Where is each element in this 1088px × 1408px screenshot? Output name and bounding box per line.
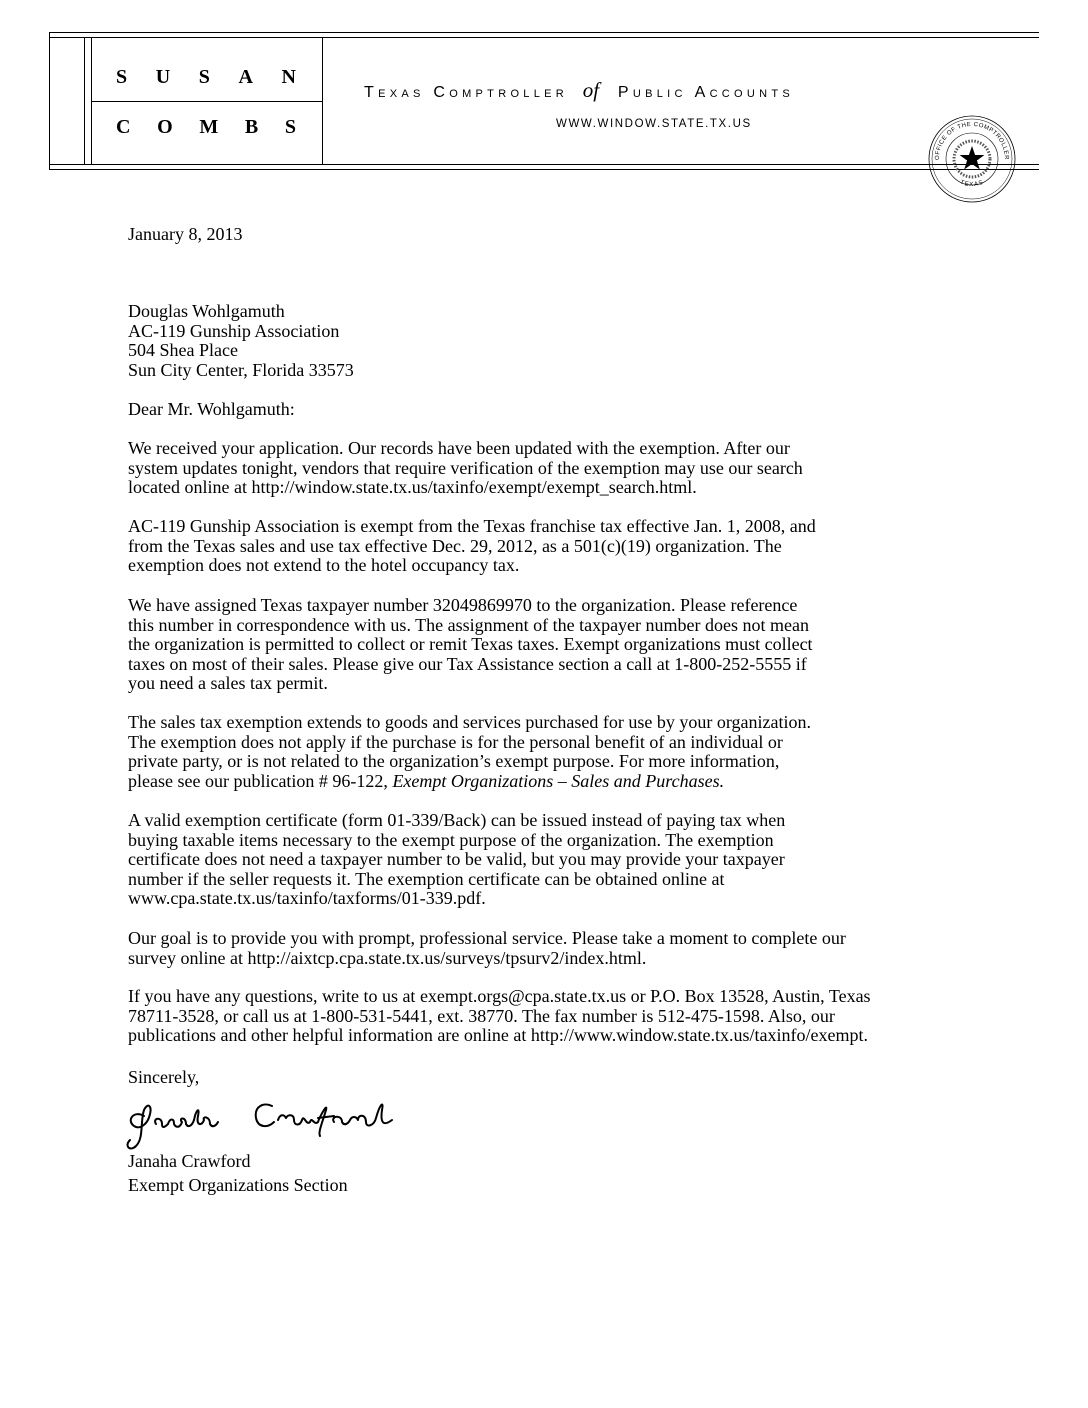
signer-title: Exempt Organizations Section — [128, 1175, 348, 1195]
paragraph-line: number if the seller requests it. The exemption certificate can be obtained online at — [128, 868, 725, 889]
signer-name: Janaha Crawford — [128, 1151, 251, 1171]
paragraph-line: located online at http://window.state.tx.us/taxinfo/exempt/exempt_search.html. — [128, 477, 697, 498]
name-box-divider — [91, 101, 323, 102]
paragraph-line-last — [128, 772, 958, 792]
name-letter: O — [157, 116, 173, 138]
name-last-row — [116, 116, 296, 138]
paragraph-line: private party, or is not related to the organization’s exempt purpose. For more information, — [128, 751, 780, 772]
frame-top-inner-line — [49, 37, 1039, 38]
name-letter: N — [281, 66, 296, 88]
agency-name-part-2: Public Accounts — [617, 84, 795, 101]
recipient-line: 504 Shea Place — [128, 340, 238, 361]
paragraph-line: 78711-3528, or call us at 1-800-531-5441, ext. 38770. The fax number is 512-475-1598. Also, our — [128, 1005, 835, 1026]
paragraph-line: taxes on most of their sales. Please give our Tax Assistance section a call at 1-800-252-5555 if — [128, 653, 807, 674]
paragraph-4 — [128, 713, 958, 791]
paragraph-line: publications and other helpful information are online at http://www.window.state.tx.us/taxinfo/exempt. — [128, 1025, 869, 1046]
frame-left-inner-line-1 — [84, 37, 85, 165]
paragraph-line: We received your application. Our records have been updated with the exemption. After our — [128, 438, 790, 458]
name-first-row — [116, 66, 296, 88]
frame-top-line — [49, 32, 1039, 33]
paragraph-1 — [128, 439, 958, 498]
recipient-line: Sun City Center, Florida 33573 — [128, 359, 354, 380]
paragraph-line: A valid exemption certificate (form 01-339/Back) can be issued instead of paying tax when — [128, 810, 786, 830]
seal-text-bottom: TEXAS — [959, 179, 985, 189]
name-letter: S — [116, 66, 128, 88]
paragraph-line: this number in correspondence with us. The assignment of the taxpayer number does not mean — [128, 614, 809, 635]
name-letter: A — [238, 66, 253, 88]
paragraph-line: The exemption does not apply if the purchase is for the personal benefit of an individual or — [128, 731, 783, 752]
paragraph-line: the organization is permitted to collect or remit Texas taxes. Exempt organizations must collect — [128, 634, 813, 655]
recipient-line: AC-119 Gunship Association — [128, 320, 340, 341]
paragraph-line: system updates tonight, vendors that require verification of the exemption may use our search — [128, 457, 803, 478]
paragraph-line: certificate does not need a taxpayer number to be valid, but you may provide your taxpayer — [128, 849, 785, 870]
frame-left-line — [49, 32, 50, 170]
publication-title: Exempt Organizations – Sales and Purchases. — [392, 770, 725, 791]
paragraph-2 — [128, 517, 958, 576]
name-letter: C — [116, 116, 131, 138]
paragraph-line: you need a sales tax permit. — [128, 673, 328, 694]
paragraph-line: survey online at http://aixtcp.cpa.state.tx.us/surveys/tpsurv2/index.html. — [128, 947, 647, 968]
paragraph-line: from the Texas sales and use tax effective Dec. 29, 2012, as a 501(c)(19) organization. The — [128, 535, 782, 556]
name-letter: S — [198, 66, 210, 88]
comptroller-seal — [927, 114, 1017, 204]
handwritten-signature — [122, 1080, 452, 1162]
paragraph-line: We have assigned Texas taxpayer number 32049869970 to the organization. Please reference — [128, 595, 798, 615]
agency-name — [364, 80, 964, 103]
paragraph-7 — [128, 987, 958, 1046]
frame-bottom-line — [49, 164, 1039, 165]
recipient-address — [128, 302, 958, 380]
paragraph-line: buying taxable items necessary to the exempt purpose of the organization. The exemption — [128, 829, 774, 850]
paragraph-line: If you have any questions, write to us at exempt.orgs@cpa.state.tx.us or P.O. Box 13528, Austin, Texas — [128, 986, 871, 1006]
paragraph-3 — [128, 596, 958, 694]
salutation: Dear Mr. Wohlgamuth: — [128, 399, 295, 419]
seal-text-top: OFFICE OF THE COMPTROLLER — [934, 121, 1010, 161]
agency-name-of: of — [582, 78, 600, 102]
paragraph-line: The sales tax exemption extends to goods and services purchased for use by your organization. — [128, 712, 811, 732]
letter-date: January 8, 2013 — [128, 224, 243, 244]
letterhead-website: WWW.WINDOW.STATE.TX.US — [556, 118, 752, 130]
paragraph-line: Our goal is to provide you with prompt, professional service. Please take a moment to complete our — [128, 928, 846, 948]
agency-name-part-1: Texas Comptroller — [364, 84, 569, 101]
name-letter: M — [199, 116, 219, 138]
paragraph-line: www.cpa.state.tx.us/taxinfo/taxforms/01-339.pdf. — [128, 888, 486, 909]
closing: Sincerely, — [128, 1067, 200, 1087]
name-letter: B — [244, 116, 259, 138]
frame-bottom-inner-line — [49, 169, 1039, 170]
seal-star-icon — [960, 146, 985, 170]
name-letter: U — [155, 66, 171, 88]
publication-reference: please see our publication # 96-122, — [128, 770, 393, 791]
paragraph-5 — [128, 811, 958, 909]
recipient-line: Douglas Wohlgamuth — [128, 301, 285, 321]
name-letter: S — [284, 116, 296, 138]
letterhead — [0, 0, 1088, 210]
paragraph-line: AC-119 Gunship Association is exempt from the Texas franchise tax effective Jan. 1, 2008, and — [128, 516, 816, 536]
paragraph-line: exemption does not extend to the hotel occupancy tax. — [128, 555, 520, 576]
paragraph-6 — [128, 929, 958, 968]
